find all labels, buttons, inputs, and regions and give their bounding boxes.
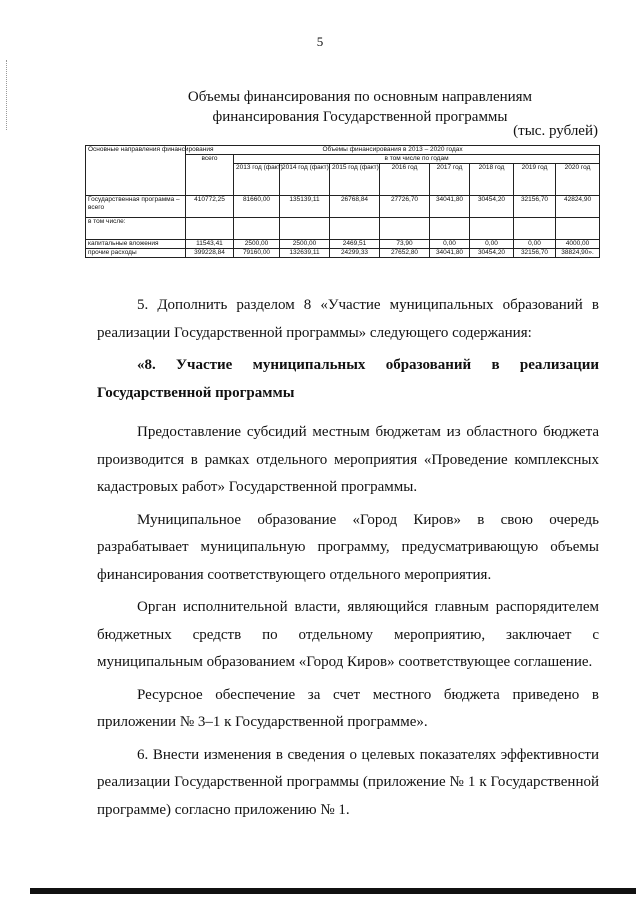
row-label: прочие расходы bbox=[86, 249, 186, 258]
cell-total bbox=[186, 218, 234, 240]
cell-value: 27726,70 bbox=[380, 196, 430, 218]
cell-value: 38824,90». bbox=[556, 249, 600, 258]
cell-value bbox=[514, 218, 556, 240]
header-total: всего bbox=[186, 155, 234, 196]
cell-total: 410772,25 bbox=[186, 196, 234, 218]
header-year: 2019 год bbox=[514, 164, 556, 196]
cell-value bbox=[380, 218, 430, 240]
cell-value: 4000,00 bbox=[556, 240, 600, 249]
table-heading: Объемы финансирования по основным направлениям финансирования Государственной программы bbox=[187, 89, 533, 125]
row-label: капитальные вложения bbox=[86, 240, 186, 249]
header-year: 2016 год bbox=[380, 164, 430, 196]
cell-value: 32156,70 bbox=[514, 249, 556, 258]
section-8-title: «8. Участие муниципальных образований в реализации Государственной программы bbox=[97, 357, 599, 401]
cell-value bbox=[556, 218, 600, 240]
header-main-directions: Основные направления финансирования bbox=[86, 146, 186, 196]
footer-rule bbox=[30, 888, 636, 894]
cell-value: 27652,80 bbox=[380, 249, 430, 258]
cell-value: 0,00 bbox=[514, 240, 556, 249]
header-year: 2013 год (факт) bbox=[234, 164, 280, 196]
units-label: (тыс. рублей) bbox=[513, 123, 598, 139]
cell-value: 135139,11 bbox=[280, 196, 330, 218]
cell-value bbox=[330, 218, 380, 240]
cell-value: 0,00 bbox=[470, 240, 514, 249]
header-year: 2014 год (факт) bbox=[280, 164, 330, 196]
cell-value: 0,00 bbox=[430, 240, 470, 249]
binding-edge-mark bbox=[6, 60, 8, 130]
paragraph-subsidies: Предоставление субсидий местным бюджетам из областного бюджета производится в рамках отдельного мероприятия «Проведение комплексных кадастровых работ» Государственной программы. bbox=[97, 424, 599, 495]
cell-value: 2500,00 bbox=[234, 240, 280, 249]
cell-value: 30454,20 bbox=[470, 196, 514, 218]
cell-value: 24299,33 bbox=[330, 249, 380, 258]
cell-value: 34041,80 bbox=[430, 196, 470, 218]
cell-value: 81660,00 bbox=[234, 196, 280, 218]
header-by-years: в том числе по годам bbox=[234, 155, 600, 164]
cell-value: 30454,20 bbox=[470, 249, 514, 258]
page-number: 5 bbox=[316, 34, 324, 49]
cell-value: 34041,80 bbox=[430, 249, 470, 258]
cell-total: 399228,84 bbox=[186, 249, 234, 258]
header-year: 2017 год bbox=[430, 164, 470, 196]
header-year: 2015 год (факт) bbox=[330, 164, 380, 196]
cell-value: 73,90 bbox=[380, 240, 430, 249]
table-row bbox=[86, 249, 600, 258]
cell-value: 2469,51 bbox=[330, 240, 380, 249]
cell-total: 11543,41 bbox=[186, 240, 234, 249]
financing-table bbox=[85, 145, 600, 258]
row-label: в том числе: bbox=[86, 218, 186, 240]
paragraph-resources: Ресурсное обеспечение за счет местного бюджета приведено в приложении № 3–1 к Государственной программе». bbox=[97, 686, 599, 730]
cell-value: 26768,84 bbox=[330, 196, 380, 218]
table-row bbox=[86, 240, 600, 249]
cell-value: 42824,90 bbox=[556, 196, 600, 218]
table-row bbox=[86, 218, 600, 240]
cell-value: 32156,70 bbox=[514, 196, 556, 218]
header-year: 2018 год bbox=[470, 164, 514, 196]
cell-value: 79160,00 bbox=[234, 249, 280, 258]
paragraph-item-5: 5. Дополнить разделом 8 «Участие муниципальных образований в реализации Государственной программы» следующего содержания: bbox=[97, 297, 599, 341]
cell-value bbox=[470, 218, 514, 240]
cell-value bbox=[280, 218, 330, 240]
paragraph-agreement: Орган исполнительной власти, являющийся главным распорядителем бюджетных средств по отдельному мероприятию, заключает с муниципальным образованием «Город Киров» соответствующее соглашение. bbox=[97, 599, 599, 670]
paragraph-item-6: 6. Внести изменения в сведения о целевых показателях эффективности реализации Государственной программы (приложение № 1 к Государственной программе) согласно приложению № 1. bbox=[97, 746, 599, 818]
row-label: Государственная программа – всего bbox=[86, 196, 186, 218]
cell-value: 2500,00 bbox=[280, 240, 330, 249]
table-row bbox=[86, 196, 600, 218]
header-volumes: Объемы финансирования в 2013 – 2020 годах bbox=[186, 146, 600, 155]
cell-value: 132639,11 bbox=[280, 249, 330, 258]
paragraph-municipality: Муниципальное образование «Город Киров» в свою очередь разрабатывает муниципальную программу, предусматривающую объемы финансирования соответствующего отдельного мероприятия. bbox=[97, 511, 599, 583]
body-text bbox=[97, 292, 599, 829]
cell-value bbox=[430, 218, 470, 240]
header-year: 2020 год bbox=[556, 164, 600, 196]
cell-value bbox=[234, 218, 280, 240]
